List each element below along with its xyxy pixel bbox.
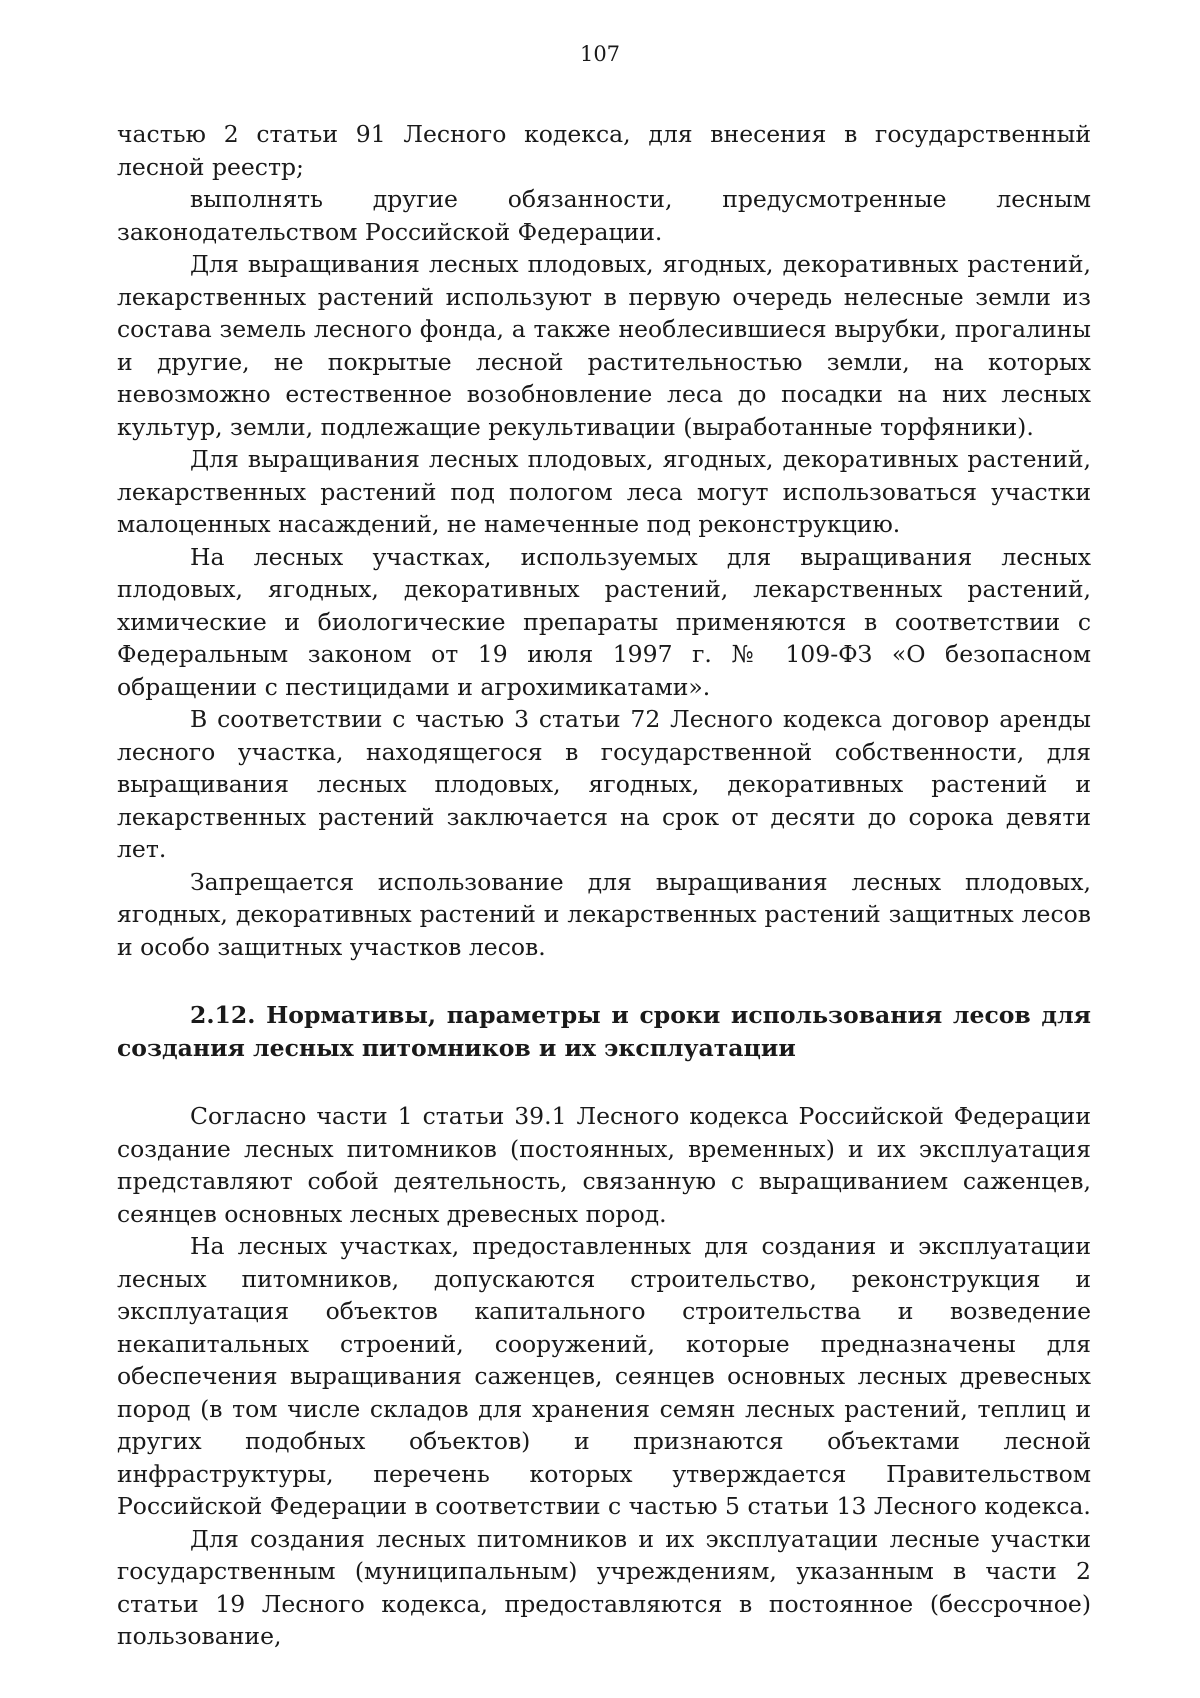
paragraph: В соответствии с частью 3 статьи 72 Лесного кодекса договор аренды лесного участка, находящегося в государственной собственности, для выращивания лесных плодовых, ягодных, декоративных растений и лекарственных растений заключается на срок от десяти до сорока девяти лет. [117,705,1091,863]
paragraph: частью 2 статьи 91 Лесного кодекса, для внесения в государственный лесной реестр; [117,120,1091,181]
paragraph: На лесных участках, предоставленных для создания и эксплуатации лесных питомников, допускаются строительство, реконструкция и эксплуатация объектов капитального строительства и возведение некапитальных строений, сооружений, которые предназначены для обеспечения выращивания саженцев, сеянцев основных лесных древесных пород (в том числе складов для хранения семян лесных растений, теплиц и других подобных объектов) и признаются объектами лесной инфраструктуры, перечень которых утверждается Правительством Российской Федерации в соответствии с частью 5 статьи 13 Лесного кодекса. [117,1232,1091,1520]
paragraph: На лесных участках, используемых для выращивания лесных плодовых, ягодных, декоративных растений, лекарственных растений, химические и биологические препараты применяются в соответствии с Федеральным законом от 19 июля 1997 г. № 109-ФЗ «О безопасном обращении с пестицидами и агрохимикатами». [117,542,1091,701]
paragraph: Для выращивания лесных плодовых, ягодных, декоративных растений, лекарственных растений под пологом леса могут использоваться участки малоценных насаждений, не намеченные под реконструкцию. [117,445,1091,538]
paragraph: Для выращивания лесных плодовых, ягодных, декоративных растений, лекарственных растений используют в первую очередь нелесные земли из состава земель лесного фонда, а также необлесившиеся вырубки, прогалины и другие, не покрытые лесной растительностью земли, на которых невозможно естественное возобновление леса до посадки на них лесных культур, земли, подлежащие рекультивации (выработанные торфяники). [117,250,1091,441]
page-number: 107 [579,42,621,66]
paragraph: Для создания лесных питомников и их эксплуатации лесные участки государственным (муниципальным) учреждениям, указанным в части 2 статьи 19 Лесного кодекса, предоставляются в постоянное (бессрочное) пользование, [117,1524,1091,1650]
paragraph: Запрещается использование для выращивания лесных плодовых, ягодных, декоративных растений и лекарственных растений защитных лесов и особо защитных участков лесов. [117,867,1091,961]
paragraph: Согласно части 1 статьи 39.1 Лесного кодекса Российской Федерации создание лесных питомников (постоянных, временных) и их эксплуатация представляют собой деятельность, связанную с выращиванием саженцев, сеянцев основных лесных древесных пород. [117,1102,1091,1228]
paragraph: выполнять другие обязанности, предусмотренные лесным законодательством Российской Федерации. [117,185,1091,246]
document-body [117,118,1091,1653]
section-heading: 2.12. Нормативы, параметры и сроки использования лесов для создания лесных питомников и их эксплуатации [117,1001,1091,1062]
